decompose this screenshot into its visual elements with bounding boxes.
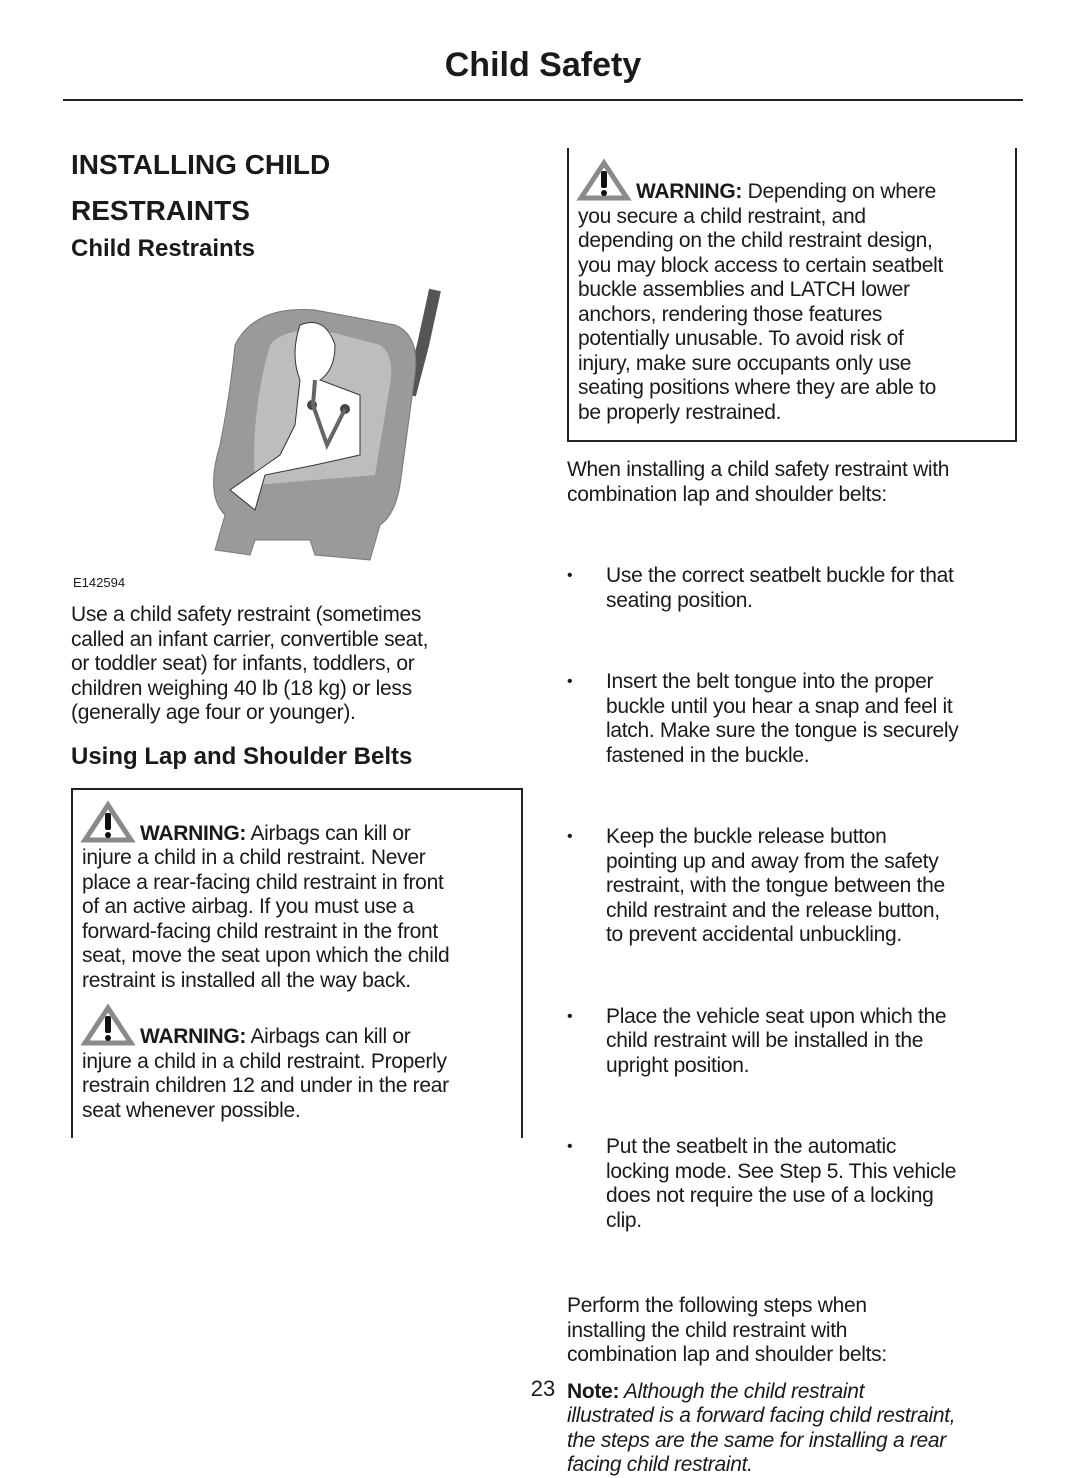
child-seat-illustration <box>195 285 445 575</box>
list-item <box>567 825 1017 948</box>
bullet: • <box>567 828 573 845</box>
instruction-list <box>567 515 1017 1290</box>
note-text: Although the child restraint illustrated is a forward facing child restraint, the steps are the same for installing a rear facing child restraint. <box>567 1379 956 1476</box>
warning-text: Airbags can kill or injure a child in a child restraint. Properly restrain children 12 and under in the rear seat whenever possible. <box>82 1025 449 1122</box>
intro-paragraph: Use a child safety restraint (sometimes called an infant carrier, convertible seat, or toddler seat) for infants, toddlers, or children weighing 40 lb (18 kg) or less (generally age four or younger). <box>71 603 429 724</box>
list-item <box>567 564 1017 613</box>
page-number: 23 <box>530 1376 556 1401</box>
bullet: • <box>567 1007 573 1025</box>
page-title: Child Safety <box>444 46 642 84</box>
list-item-text: Keep the buckle release button pointing up and away from the safety restraint, with the tongue between the child restraint and the release button, to prevent accidental unbuckling. <box>606 825 945 946</box>
warning-triangle-icon <box>578 160 630 200</box>
subheading-lap-shoulder-belts: Using Lap and Shoulder Belts <box>71 742 413 770</box>
warning-airbag-rear-seat <box>82 1005 515 1123</box>
warning-triangle-icon <box>82 1005 134 1045</box>
bullet: • <box>567 1138 573 1155</box>
list-item <box>567 1135 1017 1233</box>
section-title: INSTALLING CHILD RESTRAINTS <box>71 149 331 226</box>
header-rule <box>63 99 1023 101</box>
warning-triangle-icon <box>82 802 134 842</box>
left-column <box>71 142 523 1138</box>
note-label: Note: <box>567 1379 620 1403</box>
warning-box-right <box>567 148 1017 442</box>
bullet: • <box>567 567 573 584</box>
warning-airbag-rear-facing <box>82 802 515 994</box>
list-item-text: Insert the belt tongue into the proper buckle until you hear a snap and feel it latch. Make sure the tongue is securely fastened in the buckle. <box>606 670 959 767</box>
figure-id: E142594 <box>73 575 126 590</box>
list-item-text: Use the correct seatbelt buckle for that seating position. <box>606 564 954 612</box>
list-item-text: Put the seatbelt in the automatic locking mode. See Step 5. This vehicle does not require the use of a locking clip. <box>606 1135 957 1232</box>
list-item-text: Place the vehicle seat upon which the child restraint will be installed in the upright position. <box>606 1004 947 1077</box>
right-column <box>567 148 1017 1478</box>
belts-intro: When installing a child safety restraint with combination lap and shoulder belts: <box>567 458 950 506</box>
subheading-child-restraints: Child Restraints <box>71 235 256 262</box>
list-item <box>567 1005 1017 1079</box>
warning-box-left <box>71 788 523 1138</box>
warning-text: Airbags can kill or injure a child in a child restraint. Never place a rear-facing child restraint in front of an active airbag. If you must use a forward-facing child restraint in the front seat, move the seat upon which the child restraint is installed all the way back. <box>82 821 450 992</box>
warning-label: WARNING: <box>140 1025 247 1048</box>
warning-latch-access <box>578 160 1009 425</box>
steps-intro: Perform the following steps when installing the child restraint with combination lap and shoulder belts: <box>567 1294 887 1366</box>
warning-text: Depending on where you secure a child restraint, and depending on the child restraint design, you may block access to certain seatbelt buckle assemblies and LATCH lower anchors, rendering those features potentially unusable. To avoid risk of injury, make sure occupants only use seating positions where they are able to be properly restrained. <box>578 180 944 424</box>
bullet: • <box>567 673 573 690</box>
warning-label: WARNING: <box>140 821 247 845</box>
list-item <box>567 670 1017 768</box>
warning-label: WARNING: <box>636 180 743 203</box>
